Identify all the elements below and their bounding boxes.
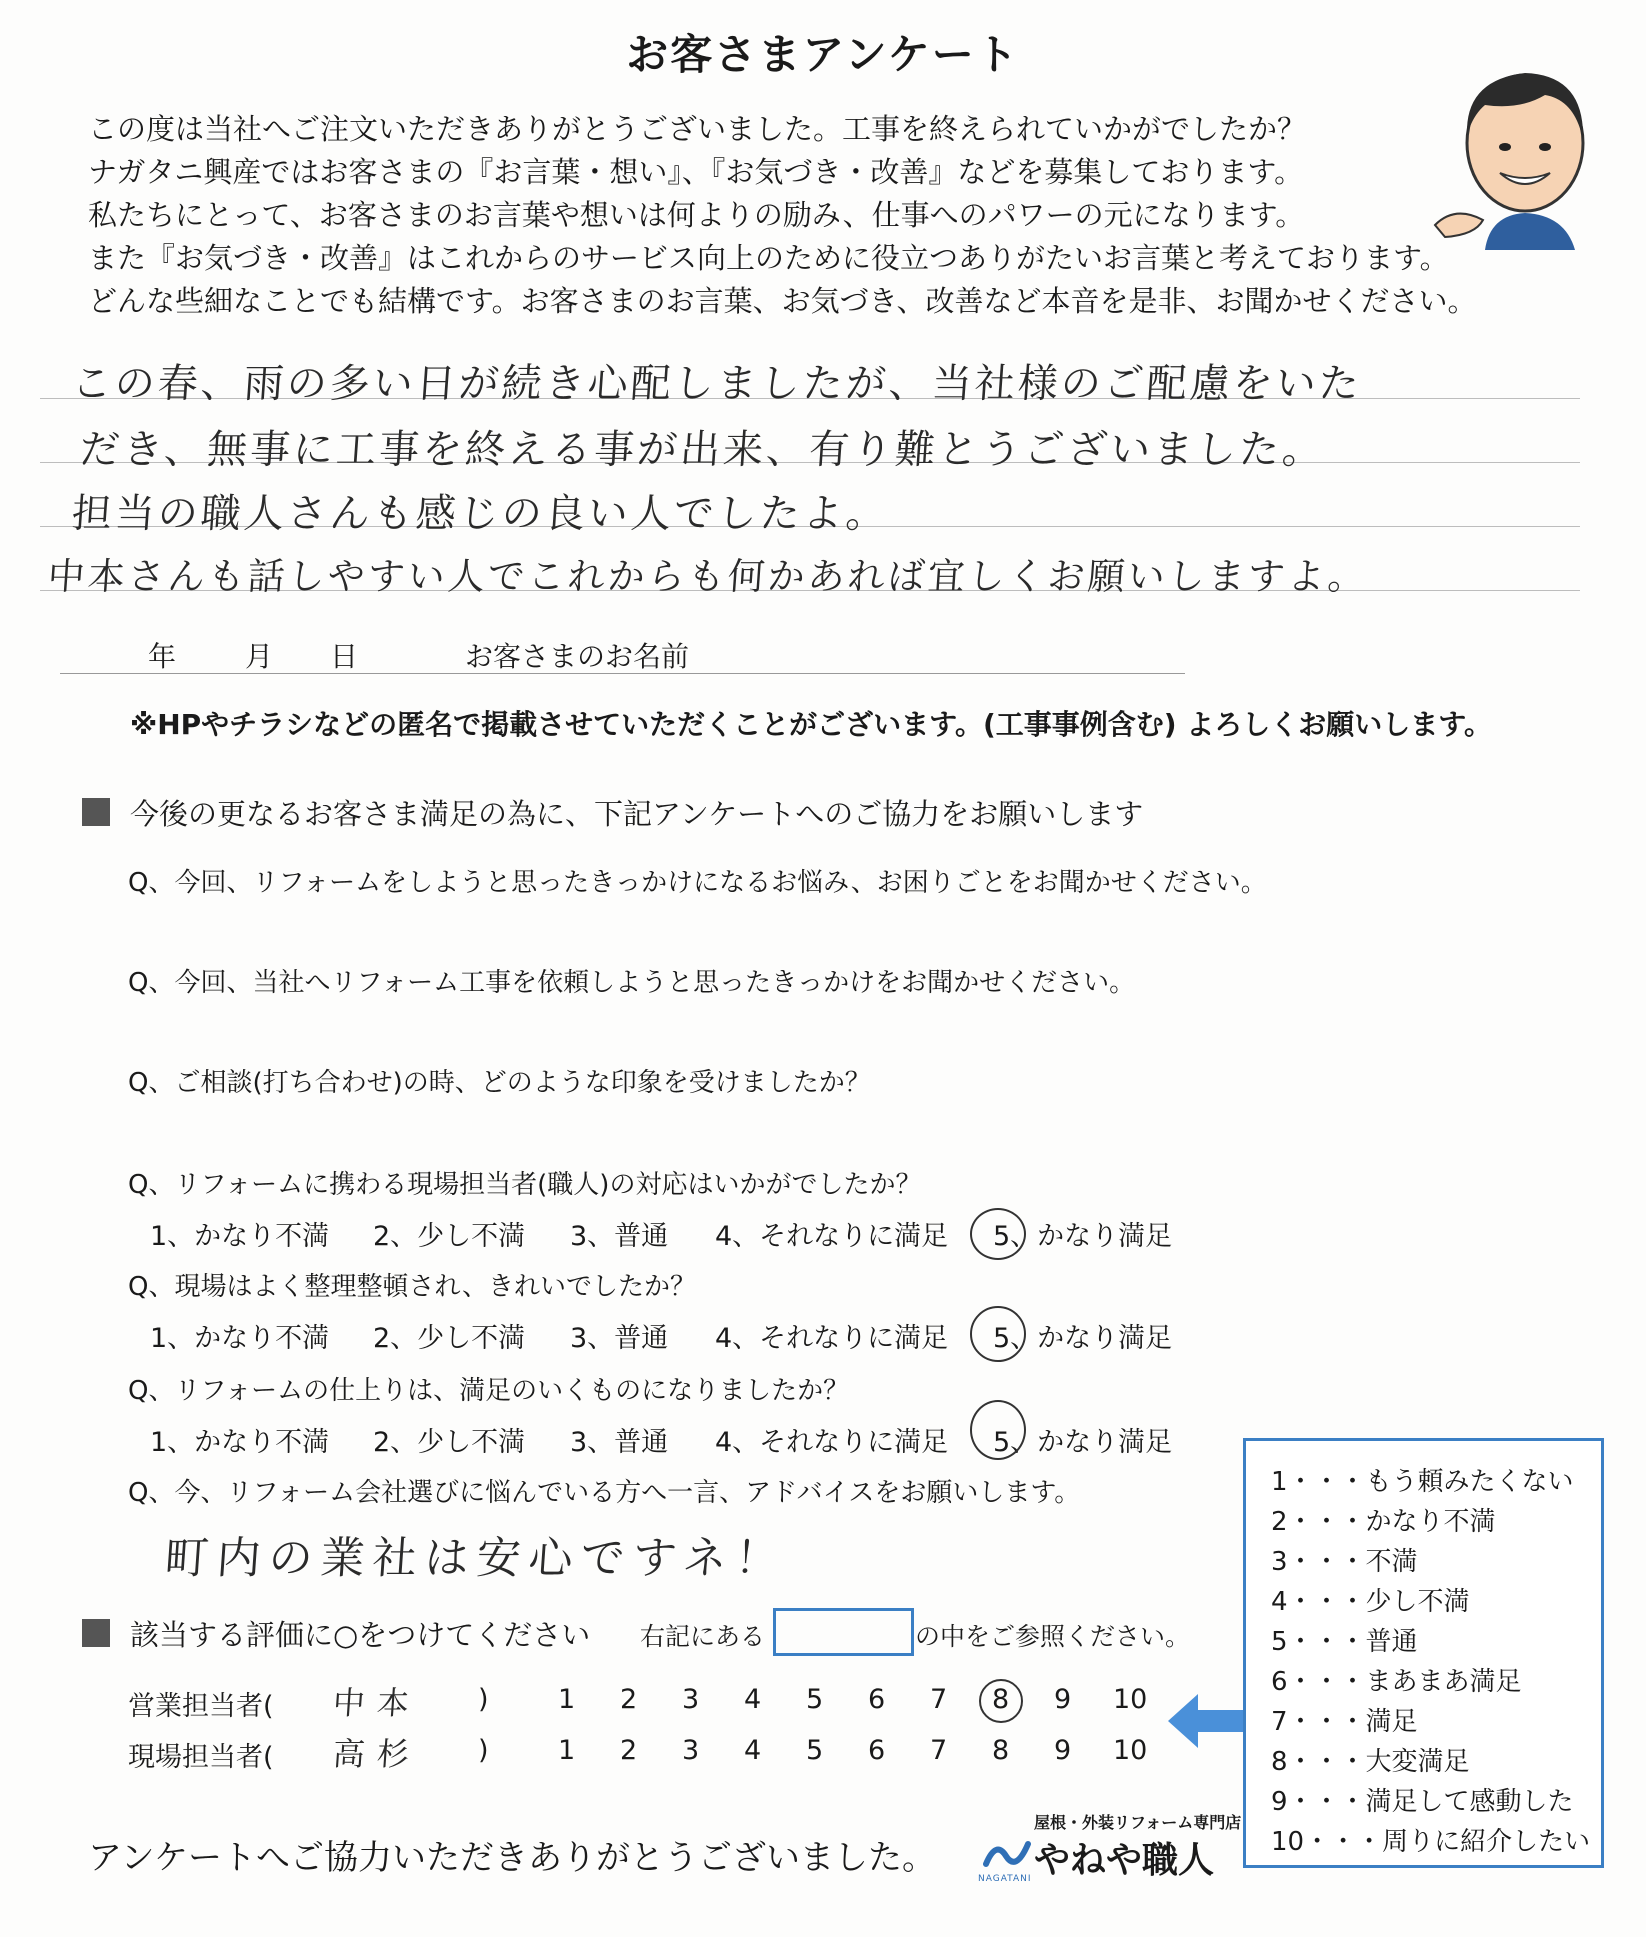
legend-item: 4・・・少し不満	[1271, 1587, 1470, 1617]
rating-number: 9	[1054, 1735, 1072, 1766]
intro-line: どんな些細なことでも結構です。お客さまのお言葉、お気づき、改善など本音を是非、お聞かせください。	[88, 284, 1477, 318]
rating-number: 2	[620, 1684, 638, 1715]
rating-number: 3	[682, 1735, 700, 1766]
rating-number: 4	[744, 1735, 762, 1766]
reference-box	[773, 1608, 914, 1656]
arrow-left-icon	[1168, 1690, 1246, 1752]
rating-number: 2	[620, 1735, 638, 1766]
year-label: 年	[148, 640, 177, 673]
month-label: 月	[245, 640, 274, 673]
question-4: Q、リフォームに携わる現場担当者(職人)の対応はいかがでしたか？	[128, 1170, 922, 1200]
reference-suffix: の中をご参照ください。	[915, 1622, 1191, 1651]
section2-heading: 該当する評価に○をつけてください	[130, 1618, 591, 1652]
brand-sub: NAGATANI	[978, 1874, 1032, 1884]
section-square-icon	[82, 798, 110, 826]
option: 5、かなり満足	[993, 1221, 1173, 1252]
question-5: Q、現場はよく整理整頓され、きれいでしたか？	[128, 1272, 697, 1302]
question-2: Q、今回、当社へリフォーム工事を依頼しようと思ったきっかけをお聞かせください。	[128, 968, 1136, 998]
page-title: お客さまアンケート	[626, 30, 1020, 79]
rating-number: 9	[1054, 1684, 1072, 1715]
sales-rating-row	[0, 1684, 1240, 1724]
option: 2、少し不満	[373, 1221, 526, 1252]
selected-circle	[979, 1679, 1023, 1723]
question-7: Q、今、リフォーム会社選びに悩んでいる方へ一言、アドバイスをお願いします。	[128, 1478, 1081, 1508]
option: 1、かなり不満	[150, 1221, 330, 1252]
site-name: 高杉	[331, 1735, 423, 1773]
option: 2、少し不満	[373, 1427, 526, 1458]
section-square-icon	[82, 1619, 110, 1647]
section1-heading: 今後の更なるお客さま満足の為に、下記アンケートへのご協力をお願いします	[130, 797, 1144, 831]
rating-number: 10	[1113, 1735, 1148, 1766]
rating-number: 5	[806, 1735, 824, 1766]
legend-item: 10・・・周りに紹介したい	[1271, 1827, 1591, 1857]
rating-number: 7	[930, 1735, 948, 1766]
selected-circle	[970, 1208, 1026, 1260]
option: 3、普通	[570, 1427, 669, 1458]
intro-line: ナガタニ興産ではお客さまの『お言葉・想い』、『お気づき・改善』などを募集しております。	[88, 155, 1304, 189]
publication-notice: ※HPやチラシなどの匿名で掲載させていただくことがございます。(工事事例含む) よろしくお願いします。	[130, 708, 1493, 741]
question-1: Q、今回、リフォームをしようと思ったきっかけになるお悩み、お困りごとをお聞かせください。	[128, 868, 1267, 898]
brand-name: やねや職人	[1034, 1840, 1215, 1881]
signature-line	[60, 673, 1185, 674]
selected-circle	[970, 1400, 1026, 1460]
option: 4、それなりに満足	[715, 1323, 949, 1354]
customer-name-label: お客さまのお名前	[465, 640, 690, 673]
option: 1、かなり不満	[150, 1427, 330, 1458]
site-label: 現場担当者(	[128, 1742, 274, 1773]
legend-item: 1・・・もう頼みたくない	[1271, 1467, 1574, 1497]
handwritten-comment-line: だき、無事に工事を終える事が出来、有り難とうございました。	[78, 427, 1327, 473]
rating-number: 1	[558, 1684, 576, 1715]
sales-label: 営業担当者(	[128, 1691, 274, 1722]
intro-line: 私たちにとって、お客さまのお言葉や想いは何よりの励み、仕事へのパワーの元になります。	[88, 198, 1305, 232]
rating-number: 1	[558, 1735, 576, 1766]
intro-line: また『お気づき・改善』はこれからのサービス向上のために役立つありがたいお言葉と考えております。	[88, 241, 1449, 275]
legend-item: 6・・・まあまあ満足	[1271, 1667, 1522, 1697]
paren-close: )	[478, 1684, 489, 1715]
option: 3、普通	[570, 1323, 669, 1354]
handwritten-comment-line: 中本さんも話しやすい人でこれからも何かあれば宜しくお願いしますよ。	[46, 555, 1370, 598]
handwritten-comment-line: この春、雨の多い日が続き心配しましたが、当社様のご配慮をいた	[70, 361, 1364, 407]
rating-number: 3	[682, 1684, 700, 1715]
option: 5、かなり満足	[993, 1427, 1173, 1458]
rating-number: 4	[744, 1684, 762, 1715]
day-label: 日	[330, 640, 359, 673]
reference-prefix: 右記にある	[640, 1622, 766, 1651]
rating-legend	[1243, 1438, 1604, 1868]
option: 1、かなり不満	[150, 1323, 330, 1354]
legend-item: 5・・・普通	[1271, 1627, 1418, 1657]
rating-number: 6	[868, 1684, 886, 1715]
site-rating-row	[0, 1735, 1240, 1775]
brand-tagline: 屋根・外装リフォーム専門店	[1034, 1813, 1242, 1832]
rating-number: 6	[868, 1735, 886, 1766]
selected-circle	[970, 1306, 1026, 1362]
rating-number: 8	[992, 1684, 1010, 1715]
intro-text	[88, 108, 1477, 323]
question-3: Q、ご相談(打ち合わせ)の時、どのような印象を受けましたか？	[128, 1068, 871, 1098]
handwritten-comment-line: 担当の職人さんも感じの良い人でしたよ。	[70, 491, 891, 537]
option: 4、それなりに満足	[715, 1221, 949, 1252]
legend-item: 7・・・満足	[1271, 1707, 1418, 1737]
legend-item: 3・・・不満	[1271, 1547, 1418, 1577]
question-6: Q、リフォームの仕上りは、満足のいくものになりましたか？	[128, 1376, 850, 1406]
sales-name: 中本	[331, 1684, 423, 1722]
legend-item: 9・・・満足して感動した	[1271, 1787, 1574, 1817]
option: 2、少し不満	[373, 1323, 526, 1354]
option: 5、かなり満足	[993, 1323, 1173, 1354]
legend-item: 8・・・大変満足	[1271, 1747, 1470, 1777]
option: 4、それなりに満足	[715, 1427, 949, 1458]
rating-number: 7	[930, 1684, 948, 1715]
handwritten-advice: 町内の業社は安心ですネ！	[162, 1533, 789, 1584]
paren-close: )	[478, 1735, 489, 1766]
rating-number: 5	[806, 1684, 824, 1715]
option: 3、普通	[570, 1221, 669, 1252]
rating-number: 8	[992, 1735, 1010, 1766]
brand-wave-icon	[982, 1834, 1032, 1874]
thanks-footer: アンケートへご協力いただきありがとうございました。	[88, 1838, 936, 1878]
legend-item: 2・・・かなり不満	[1271, 1507, 1496, 1537]
rating-number: 10	[1113, 1684, 1148, 1715]
intro-line: この度は当社へご注文いただきありがとうございました。工事を終えられていかがでしたか？	[88, 112, 1307, 146]
